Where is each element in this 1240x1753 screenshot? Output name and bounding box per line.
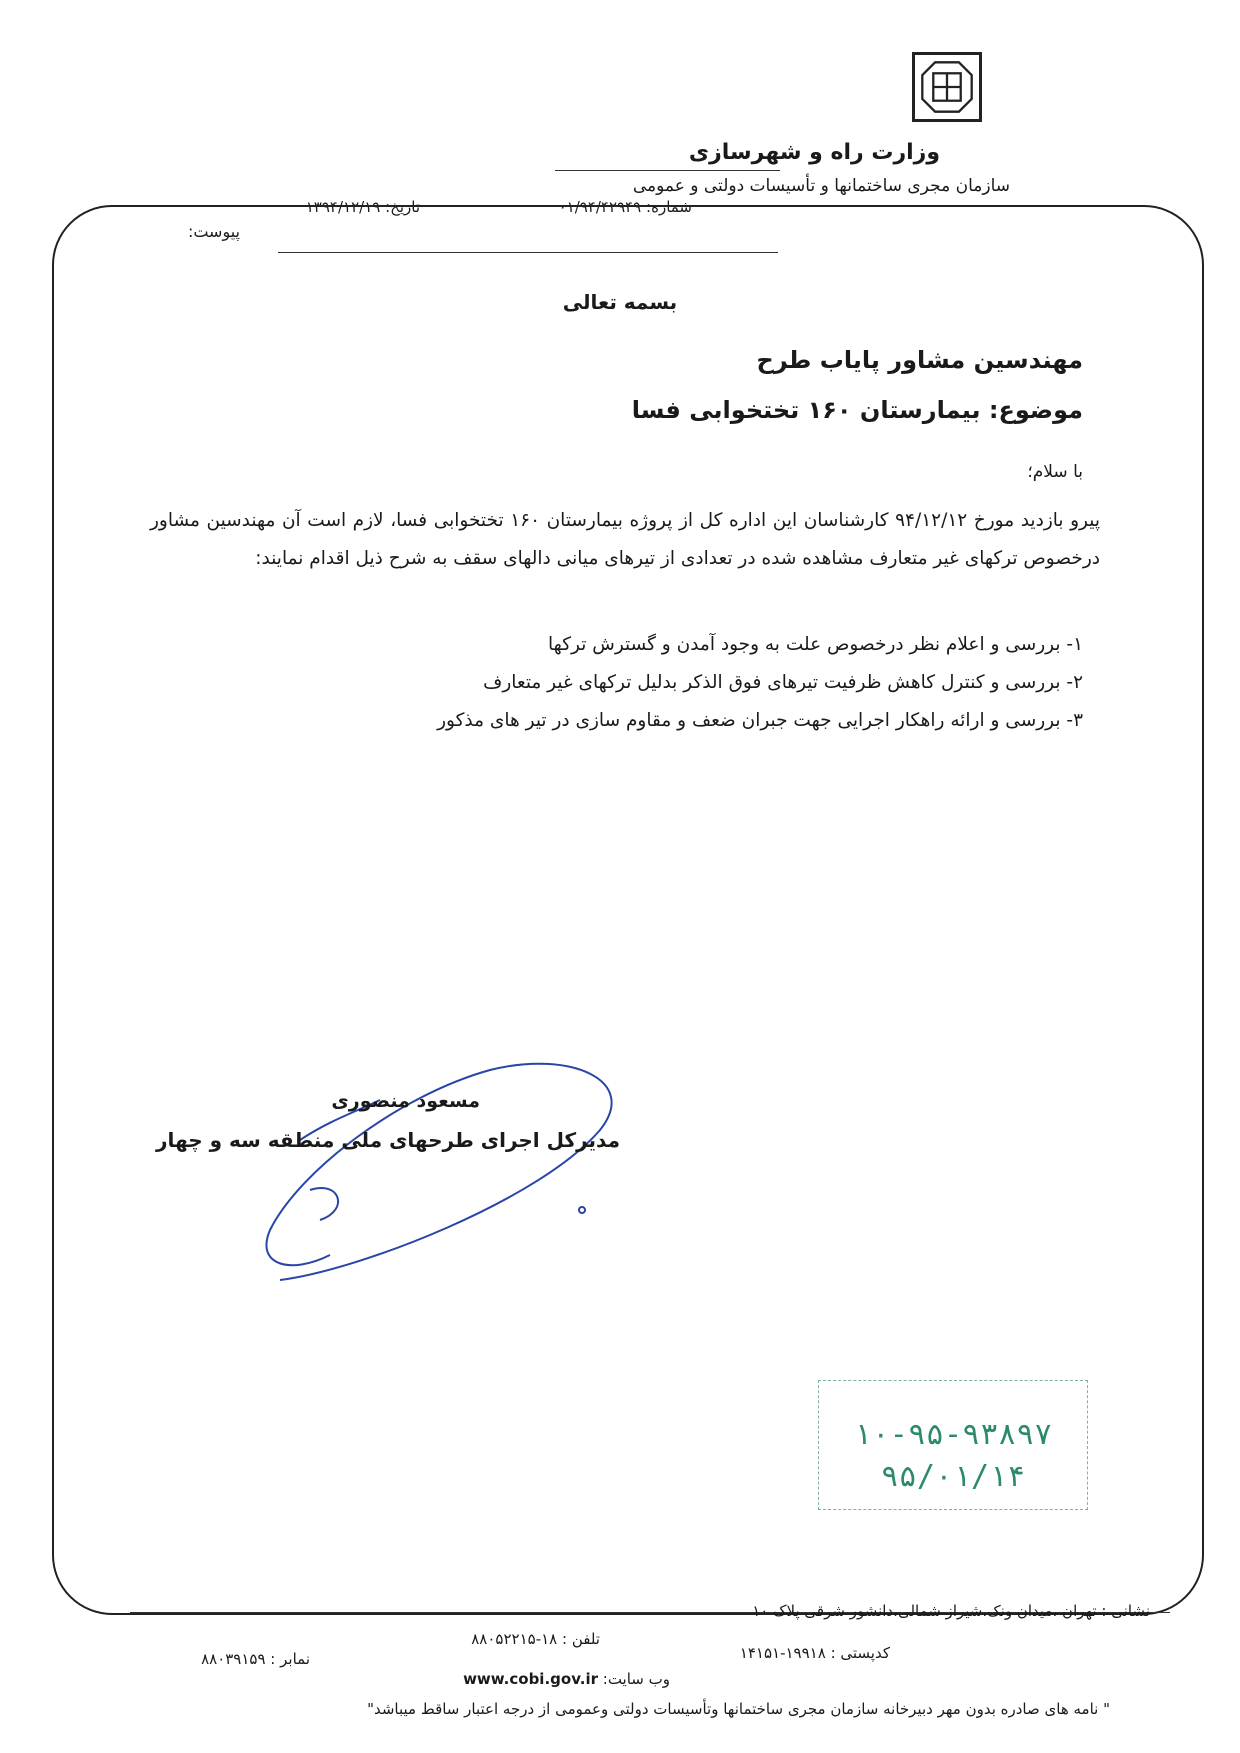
stamp-number: ۱۰-۹۵-۹۳۸۹۷ — [853, 1417, 1053, 1452]
list-item: ۲- بررسی و کنترل کاهش ظرفیت تیرهای فوق الذکر بدلیل ترکهای غیر متعارف — [483, 672, 1083, 693]
letter-date-label: تاریخ: — [385, 198, 420, 216]
registration-stamp — [818, 1380, 1088, 1510]
list-item: ۱- بررسی و اعلام نظر درخصوص علت به وجود آمدن و گسترش ترکها — [548, 634, 1083, 655]
attachment-label: پیوست: — [187, 222, 240, 241]
footer-postal-code: کدپستی : ۱۹۹۱۸-۱۴۱۵۱ — [739, 1644, 890, 1662]
footer-fax: نمابر : ۸۸۰۳۹۱۵۹ — [201, 1650, 310, 1668]
signer-title: مدیرکل اجرای طرحهای ملی منطقه سه و چهار — [156, 1128, 620, 1152]
action-list — [133, 626, 1083, 740]
footer-website — [463, 1670, 670, 1688]
footer-phone: تلفن : ۱۸-۸۸۰۵۲۲۱۵ — [471, 1630, 600, 1648]
letter-number-value: ۰۱/۹۴/۴۲۹۴۹ — [558, 198, 642, 216]
ministry-logo — [912, 52, 982, 122]
logo-emblem-icon — [915, 55, 979, 119]
website-label: وب سایت: — [602, 1670, 670, 1688]
letter-number — [559, 198, 692, 216]
letter-body: پیرو بازدید مورخ ۹۴/۱۲/۱۲ کارشناسان این اداره کل از پروژه بیمارستان ۱۶۰ تختخوابی فسا، لازم است آن مهندسین مشاور درخصوص ترکهای غیر متعارف مشاهده شده در تعدادی از تیرهای میانی دالهای سقف به شرح ذیل اقدام نمایند: — [150, 510, 1100, 569]
letter-date-value: ۱۳۹۴/۱۲/۱۹ — [305, 198, 381, 216]
basmala: بسمه تعالی — [562, 290, 678, 314]
list-item: ۳- بررسی و ارائه راهکار اجرایی جهت جبران ضعف و مقاوم سازی در تیر های مذکور — [437, 710, 1083, 731]
subject: موضوع: بیمارستان ۱۶۰ تختخوابی فسا — [631, 396, 1083, 424]
greeting: با سلام؛ — [1027, 462, 1083, 482]
org-title: وزارت راه و شهرسازی — [688, 140, 940, 165]
footer-notice: " نامه های صادره بدون مهر دبیرخانه سازمان مجری ساختمانها وتأسیسات دولتی وعمومی از درجه اعتبار ساقط میباشد" — [367, 1700, 1110, 1718]
footer-address: نشانی : تهران ،میدان ونک،شیراز شمالی،دانشور شرقی پلاک ۱۰ — [752, 1602, 1150, 1620]
letter-date — [306, 198, 420, 216]
org-subtitle: سازمان مجری ساختمانها و تأسیسات دولتی و عمومی — [632, 176, 1010, 196]
header-divider-bottom — [278, 252, 778, 253]
letter-number-label: شماره: — [646, 198, 692, 216]
recipient: مهندسین مشاور پایاب طرح — [756, 346, 1083, 374]
handwritten-signature — [240, 1040, 640, 1300]
website-link[interactable]: www.cobi.gov.ir — [463, 1670, 598, 1688]
stamp-date: ۹۵/۰۱/۱۴ — [880, 1459, 1026, 1494]
signer-name: مسعود منصوری — [331, 1090, 480, 1112]
header-divider-top — [555, 170, 780, 171]
